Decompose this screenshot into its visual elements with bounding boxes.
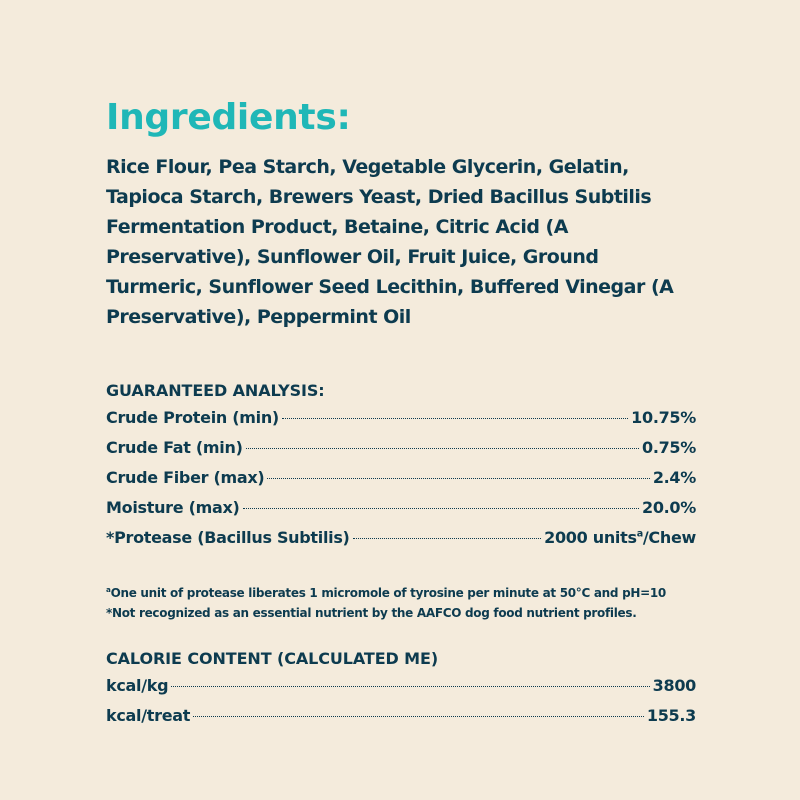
analysis-row-crude-fiber <box>106 463 696 493</box>
calorie-row-kcal-treat <box>106 701 696 731</box>
calorie-content <box>106 647 696 731</box>
calorie-label: kcal/treat <box>106 706 191 725</box>
calorie-row-kcal-kg <box>106 671 696 701</box>
guaranteed-analysis <box>106 379 696 553</box>
leader-dots <box>171 686 649 687</box>
analysis-row-crude-fat <box>106 433 696 463</box>
analysis-label: Crude Protein (min) <box>106 408 279 427</box>
analysis-row-moisture <box>106 493 696 523</box>
analysis-label: Crude Fiber (max) <box>106 468 265 487</box>
analysis-label: Crude Fat (min) <box>106 438 243 457</box>
protease-value: 2000 units <box>544 528 637 547</box>
leader-dots <box>246 448 639 449</box>
calorie-content-title: CALORIE CONTENT (CALCULATED ME) <box>106 649 439 668</box>
footnotes <box>106 583 696 623</box>
leader-dots <box>353 538 542 539</box>
leader-dots <box>267 478 649 479</box>
leader-dots <box>243 508 639 509</box>
analysis-value <box>544 523 696 553</box>
ingredients-panel <box>106 96 696 731</box>
guaranteed-analysis-title: GUARANTEED ANALYSIS: <box>106 381 325 400</box>
analysis-value: 10.75% <box>631 408 696 427</box>
analysis-value: 20.0% <box>641 498 696 517</box>
leader-dots <box>193 716 644 717</box>
footnote-aafco: *Not recognized as an essential nutrient by the AAFCO dog food nutrient profiles. <box>106 606 637 620</box>
ingredients-list: Rice Flour, Pea Starch, Vegetable Glycerin, Gelatin, Tapioca Starch, Brewers Yeast, Dried Bacillus Subtilis Fermentation Product, Betaine, Citric Acid (A Preservative), Sunflower Oil, Fruit Juice, Ground Turmeric, Sunflower Seed Lecithin, Buffered Vinegar (A Preservative), Peppermint Oil <box>106 156 674 328</box>
analysis-label: Moisture (max) <box>106 498 240 517</box>
footnote-protease-unit: $^a$One unit of protease liberates 1 micromole of tyrosine per minute at 50°C and pH=10 <box>106 585 666 600</box>
calorie-value: 3800 <box>652 676 696 695</box>
footnote-marker: a <box>106 585 111 594</box>
footnote-marker: a <box>636 528 643 540</box>
calorie-label: kcal/kg <box>106 676 169 695</box>
calorie-value: 155.3 <box>646 706 696 725</box>
analysis-label: *Protease (Bacillus Subtilis) <box>106 528 350 547</box>
leader-dots <box>282 418 628 419</box>
analysis-value: 2.4% <box>652 468 696 487</box>
ingredients-title: Ingredients: <box>106 97 351 138</box>
analysis-value: 0.75% <box>641 438 696 457</box>
analysis-row-protease <box>106 523 696 553</box>
analysis-row-crude-protein <box>106 403 696 433</box>
protease-unit: /Chew <box>642 528 696 547</box>
